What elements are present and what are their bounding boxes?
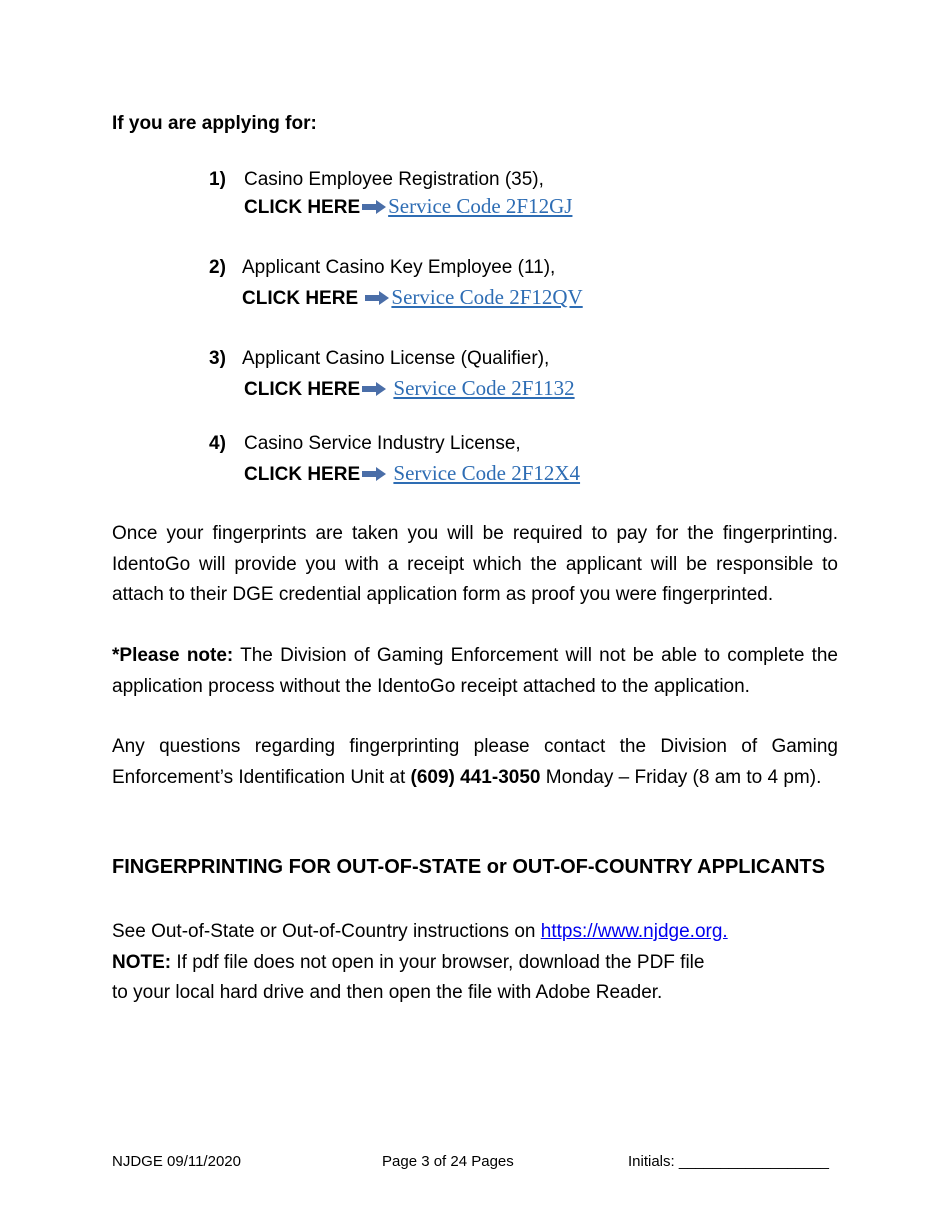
service-code-link[interactable]: Service Code 2F12GJ xyxy=(388,194,573,218)
list-item xyxy=(209,345,575,403)
item-title: Applicant Casino License (Qualifier), xyxy=(242,348,550,369)
footer-initials: Initials: __________________ xyxy=(628,1153,830,1170)
questions-text: Any questions regarding fingerprinting please contact the Division of Gaming Enforcement’s Identification Unit at xyxy=(112,736,838,788)
phone-number: (609) 441-3050 xyxy=(410,766,541,788)
item-title: Applicant Casino Key Employee (11), xyxy=(242,257,556,278)
out-of-state-paragraph xyxy=(112,917,838,1009)
item-number: 1) xyxy=(209,169,226,190)
payment-paragraph: Once your fingerprints are taken you will be required to pay for the fingerprinting. IdentoGo will provide you with a receipt which the applicant will be responsible to attach to their DGE credential application form as proof you were fingerprinted. xyxy=(112,523,838,605)
arrow-right-icon xyxy=(365,291,389,305)
questions-hours: Monday – Friday (8 am to 4 pm). xyxy=(540,766,822,788)
note-paragraph xyxy=(112,641,838,702)
list-item xyxy=(209,430,580,488)
service-code-link[interactable]: Service Code 2F12X4 xyxy=(393,461,581,485)
footer-date: NJDGE 09/11/2020 xyxy=(112,1153,241,1170)
note-label: NOTE: xyxy=(112,951,172,973)
note-text: If pdf file does not open in your browser, download the PDF file xyxy=(171,951,705,973)
footer-page-number: Page 3 of 24 Pages xyxy=(382,1153,514,1170)
arrow-right-icon xyxy=(362,200,386,214)
njdge-website-link[interactable]: https://www.njdge.org. xyxy=(540,921,728,942)
list-item xyxy=(209,166,572,221)
instructions-text: See Out-of-State or Out-of-Country instructions on xyxy=(112,921,541,942)
service-code-link[interactable]: Service Code 2F12QV xyxy=(391,285,583,309)
section-heading: FINGERPRINTING FOR OUT-OF-STATE or OUT-OF-COUNTRY APPLICANTS xyxy=(112,856,825,878)
intro-heading: If you are applying for: xyxy=(112,113,317,134)
item-title: Casino Service Industry License, xyxy=(244,433,521,454)
item-number: 4) xyxy=(209,433,226,454)
item-title: Casino Employee Registration (35), xyxy=(244,169,544,190)
questions-paragraph xyxy=(112,732,838,793)
click-here-label: CLICK HERE xyxy=(244,379,361,400)
click-here-label: CLICK HERE xyxy=(242,288,359,309)
note-label: *Please note: xyxy=(112,645,234,666)
arrow-right-icon xyxy=(362,467,386,481)
click-here-label: CLICK HERE xyxy=(244,464,361,485)
arrow-right-icon xyxy=(362,382,386,396)
note-text: The Division of Gaming Enforcement will not be able to complete the application process without the IdentoGo receipt attached to the application. xyxy=(112,645,839,697)
item-number: 2) xyxy=(209,257,226,278)
list-item xyxy=(209,254,583,312)
service-code-link[interactable]: Service Code 2F1132 xyxy=(393,376,575,400)
item-number: 3) xyxy=(209,348,226,369)
note-text: to your local hard drive and then open the file with Adobe Reader. xyxy=(112,982,663,1003)
click-here-label: CLICK HERE xyxy=(244,197,361,218)
